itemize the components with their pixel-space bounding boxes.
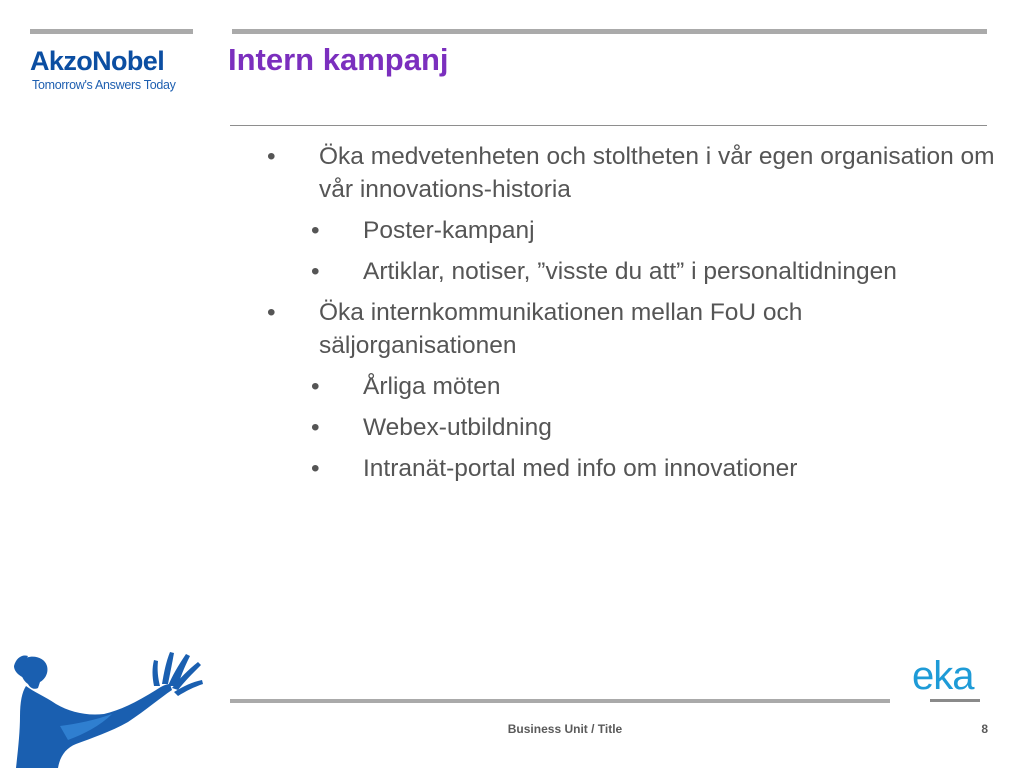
logo-name: AkzoNobel — [30, 46, 165, 76]
slide-title: Intern kampanj — [228, 42, 449, 77]
page-number: 8 — [981, 722, 988, 736]
bottom-rule — [230, 699, 890, 703]
bullet-text: Intranät-portal med info om innovationer — [363, 455, 798, 482]
bullet-text: Webex-utbildning — [363, 414, 552, 441]
eka-logo-text: eka — [912, 654, 974, 698]
top-rule-right — [232, 29, 987, 34]
eka-logo — [912, 655, 992, 705]
bullet-dot-icon: • — [311, 217, 320, 244]
title-divider — [230, 125, 987, 126]
bullet-list — [262, 140, 1002, 493]
bullet-item — [262, 296, 1002, 362]
bullet-text: Öka internkommunikationen mellan FoU och säljorganisationen — [319, 299, 803, 359]
sub-bullet-item — [306, 452, 1002, 485]
bullet-text: Årliga möten — [363, 373, 501, 400]
bullet-dot-icon: • — [311, 373, 320, 400]
akzonobel-logo — [30, 46, 200, 93]
eka-logo-underline — [930, 699, 980, 702]
bullet-text: Artiklar, notiser, ”visste du att” i personaltidningen — [363, 258, 897, 285]
bullet-dot-icon: • — [311, 455, 320, 482]
bullet-dot-icon: • — [267, 143, 276, 170]
logo-tagline: Tomorrow's Answers Today — [32, 78, 176, 92]
bullet-item — [262, 140, 1002, 206]
footer-title: Business Unit / Title — [507, 722, 623, 736]
sub-bullet-item — [306, 255, 1002, 288]
bullet-text: Öka medvetenheten och stoltheten i vår egen organisation om vår innovations-historia — [319, 143, 995, 203]
sub-bullet-item — [306, 214, 1002, 247]
sub-bullet-item — [306, 370, 1002, 403]
bullet-dot-icon: • — [267, 299, 276, 326]
reaching-figure-logo-icon — [0, 640, 210, 768]
sub-bullet-item — [306, 411, 1002, 444]
bullet-dot-icon: • — [311, 414, 320, 441]
bullet-dot-icon: • — [311, 258, 320, 285]
top-rule-left — [30, 29, 193, 34]
bullet-text: Poster-kampanj — [363, 217, 535, 244]
